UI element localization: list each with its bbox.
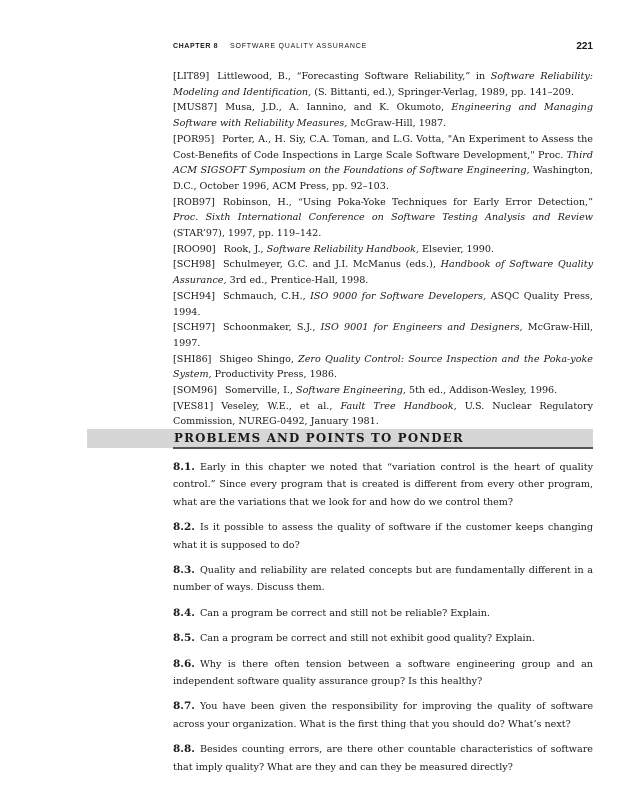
problem-item	[173, 562, 593, 597]
reference-title: Third ACM SIGSOFT Symposium on the Foundations of Software Engineering,	[173, 149, 593, 177]
reference-text: Rook, J.,	[223, 243, 267, 255]
reference-key: [MUS87]	[173, 102, 218, 114]
reference-text: U.S. Nuclear Regulatory Commission, NUREG-0492, January 1981.	[173, 400, 593, 428]
section-title: PROBLEMS AND POINTS TO PONDER	[174, 431, 464, 445]
reference-title: Fault Tree Handbook,	[340, 400, 457, 412]
problem-item	[173, 459, 593, 511]
reference-text: Schulmeyer, G.C. and J.I. McManus (eds.),	[222, 259, 441, 271]
reference-key: [ROO90]	[173, 243, 216, 255]
reference-text: (S. Bittanti, ed.), Springer-Verlag, 1989, pp. 141–209.	[311, 86, 574, 98]
reference-title: Proc. Sixth International Conference on Software Testing Analysis and Review	[173, 212, 593, 224]
problem-number: 8.2.	[173, 521, 195, 534]
reference-entry	[173, 100, 593, 131]
problem-item	[173, 741, 593, 776]
problem-item	[173, 519, 593, 554]
problem-text: Can a program be correct and still not be reliable? Explain.	[199, 607, 490, 619]
reference-entry	[173, 257, 593, 288]
problem-text: You have been given the responsibility for improving the quality of software across your organization. What is the first thing that you should do? What’s next?	[173, 701, 593, 730]
reference-text: Elsevier, 1990.	[418, 243, 494, 255]
reference-key: [SCH98]	[173, 259, 215, 271]
reference-entry	[173, 289, 593, 320]
reference-text: Musa, J.D., A. Iannino, and K. Okumoto,	[225, 102, 452, 114]
reference-text: Schmauch, C.H.,	[222, 290, 311, 302]
reference-title: ISO 9000 for Software Developers,	[310, 290, 487, 302]
problem-text: Why is there often tension between a software engineering group and an independent software quality assurance group? Is this healthy?	[173, 658, 593, 688]
problem-text: Besides counting errors, are there other countable characteristics of software that imply quality? What are they and can they be measured directly?	[173, 744, 593, 773]
problem-number: 8.4.	[173, 606, 195, 619]
reference-text: Somerville, I.,	[224, 385, 297, 397]
reference-key: [POR95]	[173, 133, 215, 145]
reference-title: ISO 9001 for Engineers and Designers,	[320, 322, 523, 334]
reference-title: Software Reliability Handbook,	[266, 243, 419, 255]
problem-number: 8.5.	[173, 632, 195, 645]
reference-key: [SCH97]	[173, 322, 215, 334]
reference-key: [SHI86]	[173, 353, 212, 365]
page-number: 221	[576, 41, 593, 52]
reference-text: 3rd ed., Prentice-Hall, 1998.	[226, 275, 369, 287]
reference-title: Handbook of Software Quality Assurance,	[173, 259, 593, 287]
problem-list	[173, 459, 593, 784]
problem-item	[173, 605, 593, 622]
reference-entry	[173, 69, 593, 100]
chapter-label: CHAPTER 8	[173, 43, 219, 50]
problem-number: 8.7.	[173, 700, 195, 713]
reference-text: (STAR’97), 1997, pp. 119–142.	[173, 228, 322, 240]
reference-entry	[173, 352, 593, 383]
reference-key: [SOM96]	[173, 385, 217, 397]
reference-text: ASQC Quality Press, 1994.	[173, 290, 593, 318]
problem-number: 8.6.	[173, 657, 195, 670]
reference-key: [LIT89]	[173, 71, 210, 82]
section-heading-rule	[173, 447, 593, 449]
reference-text: Veseley, W.E., et al.,	[221, 400, 341, 412]
reference-title: Zero Quality Control: Source Inspection and the Poka-yoke System,	[173, 353, 593, 381]
problem-number: 8.1.	[173, 461, 195, 473]
reference-text: Porter, A., H. Siy, C.A. Toman, and L.G. Votta, "An Experiment to Assess the Cost-Benefits of Code Inspections in Large Scale Software Development," Proc.	[173, 133, 593, 161]
reference-list	[173, 69, 593, 430]
problem-text: Early in this chapter we noted that “variation control is the heart of quality control.” Since every program that is created is different from every other program, what are the variations that we look for and how do we control them?	[173, 462, 593, 508]
reference-text: McGraw-Hill, 1997.	[173, 322, 594, 349]
reference-text: Littlewood, B., “Forecasting Software Reliability,” in	[217, 71, 491, 82]
reference-key: [SCH94]	[173, 290, 215, 302]
problem-text: Is it possible to assess the quality of software if the customer keeps changing what it is supposed to do?	[173, 522, 593, 551]
reference-entry	[173, 195, 593, 242]
page-header	[173, 41, 593, 55]
reference-text: Schoonmaker, S.J.,	[222, 322, 321, 334]
problem-item	[173, 656, 593, 691]
reference-title: Engineering and Managing Software with Reliability Measures,	[173, 102, 594, 130]
reference-key: [ROB97]	[173, 196, 215, 208]
reference-entry	[173, 242, 593, 258]
problem-item	[173, 630, 593, 647]
reference-text: Shigeo Shingo,	[219, 353, 299, 365]
reference-text: McGraw-Hill, 1987.	[347, 118, 447, 130]
problem-text: Quality and reliability are related concepts but are fundamentally different in a number of ways. Discuss them.	[173, 565, 593, 594]
problem-number: 8.8.	[173, 743, 195, 756]
reference-title: Software Engineering,	[296, 385, 406, 397]
reference-entry	[173, 383, 593, 399]
reference-key: [VES81]	[173, 400, 214, 412]
problem-text: Can a program be correct and still not exhibit good quality? Explain.	[199, 633, 535, 645]
reference-entry	[173, 132, 593, 195]
reference-text: Washington, D.C., October 1996, ACM Press, pp. 92–103.	[173, 165, 593, 192]
reference-title: Software Reliability: Modeling and Identification,	[173, 71, 593, 98]
reference-entry	[173, 399, 593, 430]
reference-text: Productivity Press, 1986.	[211, 369, 338, 381]
problem-number: 8.3.	[173, 564, 195, 577]
reference-entry	[173, 320, 593, 351]
reference-text: 5th ed., Addison-Wesley, 1996.	[405, 385, 558, 397]
reference-text: Robinson, H., “Using Poka-Yoke Techniques for Early Error Detection,”	[222, 196, 593, 208]
chapter-title: SOFTWARE QUALITY ASSURANCE	[230, 43, 368, 50]
problem-item	[173, 698, 593, 733]
